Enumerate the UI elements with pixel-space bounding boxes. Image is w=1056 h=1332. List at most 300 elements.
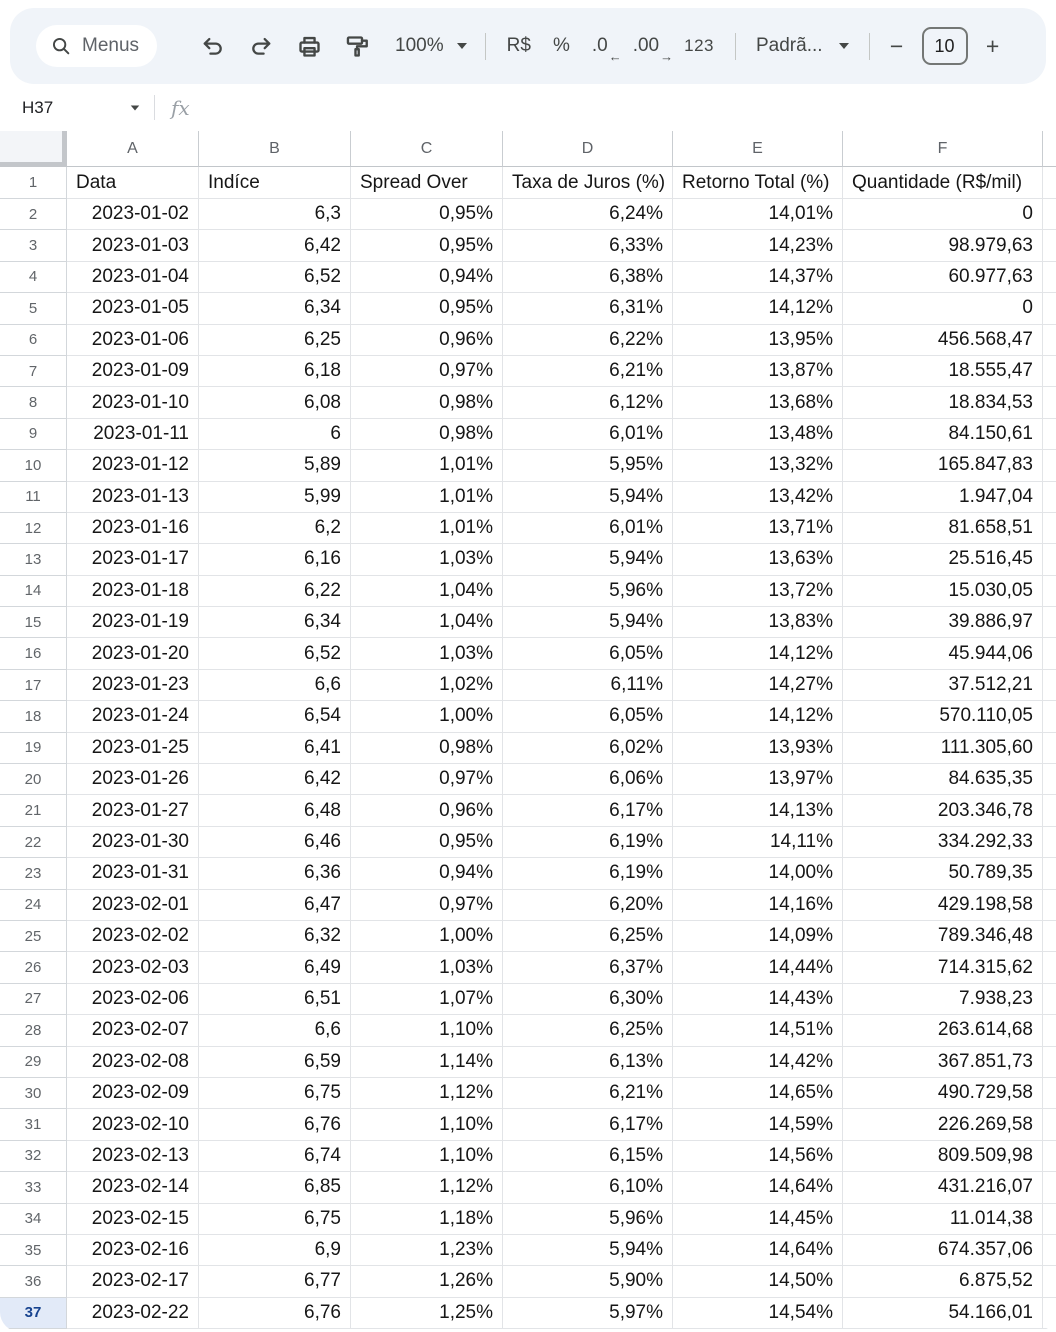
cell-F22[interactable]: 334.292,33 — [843, 827, 1043, 858]
cell-B30[interactable]: 6,75 — [199, 1078, 351, 1109]
row-header-6[interactable]: 6 — [0, 325, 67, 356]
cell-F25[interactable]: 789.346,48 — [843, 921, 1043, 952]
cell-A23[interactable]: 2023-01-31 — [67, 858, 199, 889]
cell-B32[interactable]: 6,74 — [199, 1141, 351, 1172]
cell-A26[interactable]: 2023-02-03 — [67, 952, 199, 983]
row-header-11[interactable]: 11 — [0, 482, 67, 513]
row-header-25[interactable]: 25 — [0, 921, 67, 952]
cell-B26[interactable]: 6,49 — [199, 952, 351, 983]
table-row — [0, 1141, 1056, 1172]
cell-B8[interactable]: 6,08 — [199, 387, 351, 418]
cell-D25[interactable]: 6,25% — [503, 921, 673, 952]
chevron-down-icon — [839, 43, 849, 49]
toolbar — [10, 8, 1046, 84]
cell-A29[interactable]: 2023-02-08 — [67, 1047, 199, 1078]
cell-D9[interactable]: 6,01% — [503, 419, 673, 450]
cell-B16[interactable]: 6,52 — [199, 638, 351, 669]
percent-format-button[interactable]: % — [552, 35, 570, 56]
cell-B37[interactable]: 6,76 — [199, 1298, 351, 1329]
cell-E2[interactable]: 14,01% — [673, 199, 843, 230]
cell-C16[interactable]: 1,03% — [351, 638, 503, 669]
cell-F28[interactable]: 263.614,68 — [843, 1015, 1043, 1046]
row-header-8[interactable]: 8 — [0, 387, 67, 418]
cell-D22[interactable]: 6,19% — [503, 827, 673, 858]
row-header-19[interactable]: 19 — [0, 733, 67, 764]
cell-F4[interactable]: 60.977,63 — [843, 262, 1043, 293]
print-button[interactable] — [289, 26, 329, 66]
table-row — [0, 1047, 1056, 1078]
row-header-4[interactable]: 4 — [0, 262, 67, 293]
row-header-31[interactable]: 31 — [0, 1109, 67, 1140]
cell-C28[interactable]: 1,10% — [351, 1015, 503, 1046]
cell-A35[interactable]: 2023-02-16 — [67, 1235, 199, 1266]
cell-F12[interactable]: 81.658,51 — [843, 513, 1043, 544]
cell-A22[interactable]: 2023-01-30 — [67, 827, 199, 858]
cell-B24[interactable]: 6,47 — [199, 890, 351, 921]
column-header-F[interactable]: F — [843, 131, 1043, 167]
cell-F7[interactable]: 18.555,47 — [843, 356, 1043, 387]
cell-F6[interactable]: 456.568,47 — [843, 325, 1043, 356]
increase-decimals-button[interactable]: .00 → — [632, 35, 674, 64]
cell-D37[interactable]: 5,97% — [503, 1298, 673, 1329]
cell-B33[interactable]: 6,85 — [199, 1172, 351, 1203]
cell-C37[interactable]: 1,25% — [351, 1298, 503, 1329]
menus-search-button[interactable] — [36, 25, 157, 67]
cell-E30[interactable]: 14,65% — [673, 1078, 843, 1109]
cell-A20[interactable]: 2023-01-26 — [67, 764, 199, 795]
cell-A9[interactable]: 2023-01-11 — [67, 419, 199, 450]
cell-A12[interactable]: 2023-01-16 — [67, 513, 199, 544]
undo-button[interactable] — [193, 26, 233, 66]
cell-A10[interactable]: 2023-01-12 — [67, 450, 199, 481]
cell-C12[interactable]: 1,01% — [351, 513, 503, 544]
cell-D17[interactable]: 6,11% — [503, 670, 673, 701]
redo-icon — [248, 33, 274, 59]
cell-F21[interactable]: 203.346,78 — [843, 795, 1043, 826]
cell-C6[interactable]: 0,96% — [351, 325, 503, 356]
cell-A36[interactable]: 2023-02-17 — [67, 1266, 199, 1297]
cell-E16[interactable]: 14,12% — [673, 638, 843, 669]
cell-D2[interactable]: 6,24% — [503, 199, 673, 230]
cell-C15[interactable]: 1,04% — [351, 607, 503, 638]
cell-D14[interactable]: 5,96% — [503, 576, 673, 607]
column-header-A[interactable]: A — [67, 131, 199, 167]
cell-D26[interactable]: 6,37% — [503, 952, 673, 983]
cell-F27[interactable]: 7.938,23 — [843, 984, 1043, 1015]
cell-C23[interactable]: 0,94% — [351, 858, 503, 889]
cell-F17[interactable]: 37.512,21 — [843, 670, 1043, 701]
chevron-down-icon — [131, 105, 140, 110]
cell-C31[interactable]: 1,10% — [351, 1109, 503, 1140]
row-header-1[interactable]: 1 — [0, 167, 67, 199]
cell-B10[interactable]: 5,89 — [199, 450, 351, 481]
cell-F8[interactable]: 18.834,53 — [843, 387, 1043, 418]
cell-A25[interactable]: 2023-02-02 — [67, 921, 199, 952]
cell-A17[interactable]: 2023-01-23 — [67, 670, 199, 701]
cell-B23[interactable]: 6,36 — [199, 858, 351, 889]
cell-C30[interactable]: 1,12% — [351, 1078, 503, 1109]
header-cell-D[interactable]: Taxa de Juros (%) — [503, 167, 673, 199]
cell-C24[interactable]: 0,97% — [351, 890, 503, 921]
cell-E20[interactable]: 13,97% — [673, 764, 843, 795]
cell-C3[interactable]: 0,95% — [351, 230, 503, 261]
cell-B11[interactable]: 5,99 — [199, 482, 351, 513]
decrease-font-size-button[interactable]: − — [889, 32, 904, 59]
cell-B19[interactable]: 6,41 — [199, 733, 351, 764]
cell-F30[interactable]: 490.729,58 — [843, 1078, 1043, 1109]
row-header-13[interactable]: 13 — [0, 544, 67, 575]
redo-button[interactable] — [241, 26, 281, 66]
cell-E35[interactable]: 14,64% — [673, 1235, 843, 1266]
cell-B4[interactable]: 6,52 — [199, 262, 351, 293]
cell-F3[interactable]: 98.979,63 — [843, 230, 1043, 261]
row-header-27[interactable]: 27 — [0, 984, 67, 1015]
row-header-33[interactable]: 33 — [0, 1172, 67, 1203]
cell-E11[interactable]: 13,42% — [673, 482, 843, 513]
cell-E17[interactable]: 14,27% — [673, 670, 843, 701]
cell-D33[interactable]: 6,10% — [503, 1172, 673, 1203]
cell-D11[interactable]: 5,94% — [503, 482, 673, 513]
cell-C5[interactable]: 0,95% — [351, 293, 503, 324]
cell-F24[interactable]: 429.198,58 — [843, 890, 1043, 921]
name-box[interactable] — [0, 98, 140, 118]
cell-partial — [1043, 921, 1056, 952]
cell-F23[interactable]: 50.789,35 — [843, 858, 1043, 889]
cell-A30[interactable]: 2023-02-09 — [67, 1078, 199, 1109]
cell-E10[interactable]: 13,32% — [673, 450, 843, 481]
cell-D35[interactable]: 5,94% — [503, 1235, 673, 1266]
cell-A32[interactable]: 2023-02-13 — [67, 1141, 199, 1172]
row-header-37[interactable]: 37 — [0, 1298, 67, 1329]
cell-E27[interactable]: 14,43% — [673, 984, 843, 1015]
cell-E25[interactable]: 14,09% — [673, 921, 843, 952]
cell-C8[interactable]: 0,98% — [351, 387, 503, 418]
cell-F32[interactable]: 809.509,98 — [843, 1141, 1043, 1172]
cell-A2[interactable]: 2023-01-02 — [67, 199, 199, 230]
cell-D24[interactable]: 6,20% — [503, 890, 673, 921]
cell-A8[interactable]: 2023-01-10 — [67, 387, 199, 418]
cell-partial — [1043, 827, 1056, 858]
cell-E9[interactable]: 13,48% — [673, 419, 843, 450]
cell-D10[interactable]: 5,95% — [503, 450, 673, 481]
cell-B17[interactable]: 6,6 — [199, 670, 351, 701]
cell-A3[interactable]: 2023-01-03 — [67, 230, 199, 261]
cell-partial — [1043, 356, 1056, 387]
cell-B28[interactable]: 6,6 — [199, 1015, 351, 1046]
zoom-control[interactable] — [387, 35, 475, 57]
cell-B25[interactable]: 6,32 — [199, 921, 351, 952]
cell-A6[interactable]: 2023-01-06 — [67, 325, 199, 356]
row-header-16[interactable]: 16 — [0, 638, 67, 669]
cell-C26[interactable]: 1,03% — [351, 952, 503, 983]
row-header-10[interactable]: 10 — [0, 450, 67, 481]
cell-C18[interactable]: 1,00% — [351, 701, 503, 732]
cell-partial — [1043, 733, 1056, 764]
formula-input[interactable] — [190, 84, 1056, 131]
cell-D18[interactable]: 6,05% — [503, 701, 673, 732]
header-cell-A[interactable]: Data — [67, 167, 199, 199]
row-header-24[interactable]: 24 — [0, 890, 67, 921]
header-cell-C[interactable]: Spread Over — [351, 167, 503, 199]
cell-D6[interactable]: 6,22% — [503, 325, 673, 356]
row-header-23[interactable]: 23 — [0, 858, 67, 889]
cell-A14[interactable]: 2023-01-18 — [67, 576, 199, 607]
cell-A4[interactable]: 2023-01-04 — [67, 262, 199, 293]
cell-C33[interactable]: 1,12% — [351, 1172, 503, 1203]
row-header-21[interactable]: 21 — [0, 795, 67, 826]
cell-B21[interactable]: 6,48 — [199, 795, 351, 826]
cell-F2[interactable]: 0 — [843, 199, 1043, 230]
cell-A31[interactable]: 2023-02-10 — [67, 1109, 199, 1140]
cell-D19[interactable]: 6,02% — [503, 733, 673, 764]
row-header-7[interactable]: 7 — [0, 356, 67, 387]
cell-C34[interactable]: 1,18% — [351, 1204, 503, 1235]
cell-B34[interactable]: 6,75 — [199, 1204, 351, 1235]
cell-A5[interactable]: 2023-01-05 — [67, 293, 199, 324]
row-header-12[interactable]: 12 — [0, 513, 67, 544]
cell-D34[interactable]: 5,96% — [503, 1204, 673, 1235]
cell-D28[interactable]: 6,25% — [503, 1015, 673, 1046]
table-row — [0, 325, 1056, 356]
row-header-18[interactable]: 18 — [0, 701, 67, 732]
cell-F34[interactable]: 11.014,38 — [843, 1204, 1043, 1235]
cell-C20[interactable]: 0,97% — [351, 764, 503, 795]
header-cell-F[interactable]: Quantidade (R$/mil) — [843, 167, 1043, 199]
cell-E7[interactable]: 13,87% — [673, 356, 843, 387]
cell-E33[interactable]: 14,64% — [673, 1172, 843, 1203]
cell-E8[interactable]: 13,68% — [673, 387, 843, 418]
header-cell-E[interactable]: Retorno Total (%) — [673, 167, 843, 199]
row-header-26[interactable]: 26 — [0, 952, 67, 983]
cell-F35[interactable]: 674.357,06 — [843, 1235, 1043, 1266]
cell-D27[interactable]: 6,30% — [503, 984, 673, 1015]
cell-partial — [1043, 764, 1056, 795]
table-row — [0, 638, 1056, 669]
cell-F13[interactable]: 25.516,45 — [843, 544, 1043, 575]
row-header-14[interactable]: 14 — [0, 576, 67, 607]
cell-A21[interactable]: 2023-01-27 — [67, 795, 199, 826]
cell-F18[interactable]: 570.110,05 — [843, 701, 1043, 732]
cell-B18[interactable]: 6,54 — [199, 701, 351, 732]
cell-F15[interactable]: 39.886,97 — [843, 607, 1043, 638]
cell-E6[interactable]: 13,95% — [673, 325, 843, 356]
cell-D20[interactable]: 6,06% — [503, 764, 673, 795]
row-header-35[interactable]: 35 — [0, 1235, 67, 1266]
row-header-29[interactable]: 29 — [0, 1047, 67, 1078]
cell-D32[interactable]: 6,15% — [503, 1141, 673, 1172]
cell-E36[interactable]: 14,50% — [673, 1266, 843, 1297]
cell-E21[interactable]: 14,13% — [673, 795, 843, 826]
cell-F31[interactable]: 226.269,58 — [843, 1109, 1043, 1140]
row-header-5[interactable]: 5 — [0, 293, 67, 324]
cell-B29[interactable]: 6,59 — [199, 1047, 351, 1078]
cell-B20[interactable]: 6,42 — [199, 764, 351, 795]
cell-A24[interactable]: 2023-02-01 — [67, 890, 199, 921]
cell-partial — [1043, 984, 1056, 1015]
cell-F5[interactable]: 0 — [843, 293, 1043, 324]
cell-C7[interactable]: 0,97% — [351, 356, 503, 387]
cell-E28[interactable]: 14,51% — [673, 1015, 843, 1046]
cell-A16[interactable]: 2023-01-20 — [67, 638, 199, 669]
cell-E26[interactable]: 14,44% — [673, 952, 843, 983]
cell-D16[interactable]: 6,05% — [503, 638, 673, 669]
cell-F20[interactable]: 84.635,35 — [843, 764, 1043, 795]
cell-C2[interactable]: 0,95% — [351, 199, 503, 230]
cell-E12[interactable]: 13,71% — [673, 513, 843, 544]
cell-A15[interactable]: 2023-01-19 — [67, 607, 199, 638]
cell-B15[interactable]: 6,34 — [199, 607, 351, 638]
column-header-B[interactable]: B — [199, 131, 351, 167]
cell-D23[interactable]: 6,19% — [503, 858, 673, 889]
cell-C36[interactable]: 1,26% — [351, 1266, 503, 1297]
row-header-17[interactable]: 17 — [0, 670, 67, 701]
paint-format-button[interactable] — [337, 26, 377, 66]
cell-C29[interactable]: 1,14% — [351, 1047, 503, 1078]
cell-C17[interactable]: 1,02% — [351, 670, 503, 701]
cell-B31[interactable]: 6,76 — [199, 1109, 351, 1140]
cell-E3[interactable]: 14,23% — [673, 230, 843, 261]
column-header-C[interactable]: C — [351, 131, 503, 167]
cell-C21[interactable]: 0,96% — [351, 795, 503, 826]
cell-F11[interactable]: 1.947,04 — [843, 482, 1043, 513]
cell-D13[interactable]: 5,94% — [503, 544, 673, 575]
cell-D8[interactable]: 6,12% — [503, 387, 673, 418]
cell-D36[interactable]: 5,90% — [503, 1266, 673, 1297]
cell-D29[interactable]: 6,13% — [503, 1047, 673, 1078]
select-all-corner[interactable] — [0, 131, 67, 167]
cell-D5[interactable]: 6,31% — [503, 293, 673, 324]
cell-F16[interactable]: 45.944,06 — [843, 638, 1043, 669]
cell-E23[interactable]: 14,00% — [673, 858, 843, 889]
decrease-decimals-button[interactable]: .0 ← — [591, 35, 622, 64]
cell-C22[interactable]: 0,95% — [351, 827, 503, 858]
cell-A18[interactable]: 2023-01-24 — [67, 701, 199, 732]
cell-A27[interactable]: 2023-02-06 — [67, 984, 199, 1015]
cell-E34[interactable]: 14,45% — [673, 1204, 843, 1235]
cell-B9[interactable]: 6 — [199, 419, 351, 450]
cell-C10[interactable]: 1,01% — [351, 450, 503, 481]
cell-F36[interactable]: 6.875,52 — [843, 1266, 1043, 1297]
cell-C4[interactable]: 0,94% — [351, 262, 503, 293]
cell-C14[interactable]: 1,04% — [351, 576, 503, 607]
font-size-input[interactable]: 10 — [922, 27, 968, 65]
row-header-9[interactable]: 9 — [0, 419, 67, 450]
column-header-D[interactable]: D — [503, 131, 673, 167]
cell-F29[interactable]: 367.851,73 — [843, 1047, 1043, 1078]
cell-E5[interactable]: 14,12% — [673, 293, 843, 324]
row-header-20[interactable]: 20 — [0, 764, 67, 795]
cell-B22[interactable]: 6,46 — [199, 827, 351, 858]
cell-E24[interactable]: 14,16% — [673, 890, 843, 921]
cell-B13[interactable]: 6,16 — [199, 544, 351, 575]
currency-format-button[interactable]: R$ — [506, 35, 531, 56]
cell-A37[interactable]: 2023-02-22 — [67, 1298, 199, 1329]
increase-font-size-button[interactable]: + — [985, 32, 1000, 59]
cell-D3[interactable]: 6,33% — [503, 230, 673, 261]
cell-A34[interactable]: 2023-02-15 — [67, 1204, 199, 1235]
cell-F33[interactable]: 431.216,07 — [843, 1172, 1043, 1203]
cell-E37[interactable]: 14,54% — [673, 1298, 843, 1329]
cell-C19[interactable]: 0,98% — [351, 733, 503, 764]
cell-E4[interactable]: 14,37% — [673, 262, 843, 293]
cell-F10[interactable]: 165.847,83 — [843, 450, 1043, 481]
row-header-3[interactable]: 3 — [0, 230, 67, 261]
cell-D7[interactable]: 6,21% — [503, 356, 673, 387]
cell-A13[interactable]: 2023-01-17 — [67, 544, 199, 575]
cell-E13[interactable]: 13,63% — [673, 544, 843, 575]
cell-E31[interactable]: 14,59% — [673, 1109, 843, 1140]
row-header-30[interactable]: 30 — [0, 1078, 67, 1109]
cell-D21[interactable]: 6,17% — [503, 795, 673, 826]
row-header-36[interactable]: 36 — [0, 1266, 67, 1297]
cell-E22[interactable]: 14,11% — [673, 827, 843, 858]
cell-E19[interactable]: 13,93% — [673, 733, 843, 764]
cell-F37[interactable]: 54.166,01 — [843, 1298, 1043, 1329]
cell-E29[interactable]: 14,42% — [673, 1047, 843, 1078]
cell-E14[interactable]: 13,72% — [673, 576, 843, 607]
cell-B36[interactable]: 6,77 — [199, 1266, 351, 1297]
row-header-34[interactable]: 34 — [0, 1204, 67, 1235]
cell-E15[interactable]: 13,83% — [673, 607, 843, 638]
cell-D12[interactable]: 6,01% — [503, 513, 673, 544]
cell-B27[interactable]: 6,51 — [199, 984, 351, 1015]
cell-B14[interactable]: 6,22 — [199, 576, 351, 607]
column-header-E[interactable]: E — [673, 131, 843, 167]
menus-label: Menus — [82, 35, 140, 56]
cell-B12[interactable]: 6,2 — [199, 513, 351, 544]
cell-D15[interactable]: 5,94% — [503, 607, 673, 638]
cell-F19[interactable]: 111.305,60 — [843, 733, 1043, 764]
cell-B6[interactable]: 6,25 — [199, 325, 351, 356]
cell-partial — [1043, 482, 1056, 513]
cell-D4[interactable]: 6,38% — [503, 262, 673, 293]
number-format-menu[interactable] — [746, 35, 859, 57]
header-cell-B[interactable]: Indíce — [199, 167, 351, 199]
cell-B7[interactable]: 6,18 — [199, 356, 351, 387]
cell-C25[interactable]: 1,00% — [351, 921, 503, 952]
row-header-28[interactable]: 28 — [0, 1015, 67, 1046]
cell-D30[interactable]: 6,21% — [503, 1078, 673, 1109]
cell-E32[interactable]: 14,56% — [673, 1141, 843, 1172]
cell-B5[interactable]: 6,34 — [199, 293, 351, 324]
cell-A11[interactable]: 2023-01-13 — [67, 482, 199, 513]
cell-B2[interactable]: 6,3 — [199, 199, 351, 230]
cell-A28[interactable]: 2023-02-07 — [67, 1015, 199, 1046]
cell-C9[interactable]: 0,98% — [351, 419, 503, 450]
cell-C35[interactable]: 1,23% — [351, 1235, 503, 1266]
row-header-22[interactable]: 22 — [0, 827, 67, 858]
cell-D31[interactable]: 6,17% — [503, 1109, 673, 1140]
cell-A19[interactable]: 2023-01-25 — [67, 733, 199, 764]
cell-E18[interactable]: 14,12% — [673, 701, 843, 732]
table-row — [0, 670, 1056, 701]
cell-F14[interactable]: 15.030,05 — [843, 576, 1043, 607]
cell-C27[interactable]: 1,07% — [351, 984, 503, 1015]
cell-C13[interactable]: 1,03% — [351, 544, 503, 575]
cell-C32[interactable]: 1,10% — [351, 1141, 503, 1172]
cell-B3[interactable]: 6,42 — [199, 230, 351, 261]
more-formats-button[interactable]: 123 — [684, 36, 714, 55]
cell-C11[interactable]: 1,01% — [351, 482, 503, 513]
cell-A33[interactable]: 2023-02-14 — [67, 1172, 199, 1203]
cell-A7[interactable]: 2023-01-09 — [67, 356, 199, 387]
cell-F26[interactable]: 714.315,62 — [843, 952, 1043, 983]
cell-F9[interactable]: 84.150,61 — [843, 419, 1043, 450]
row-header-15[interactable]: 15 — [0, 607, 67, 638]
row-header-2[interactable]: 2 — [0, 199, 67, 230]
row-header-32[interactable]: 32 — [0, 1141, 67, 1172]
cell-B35[interactable]: 6,9 — [199, 1235, 351, 1266]
